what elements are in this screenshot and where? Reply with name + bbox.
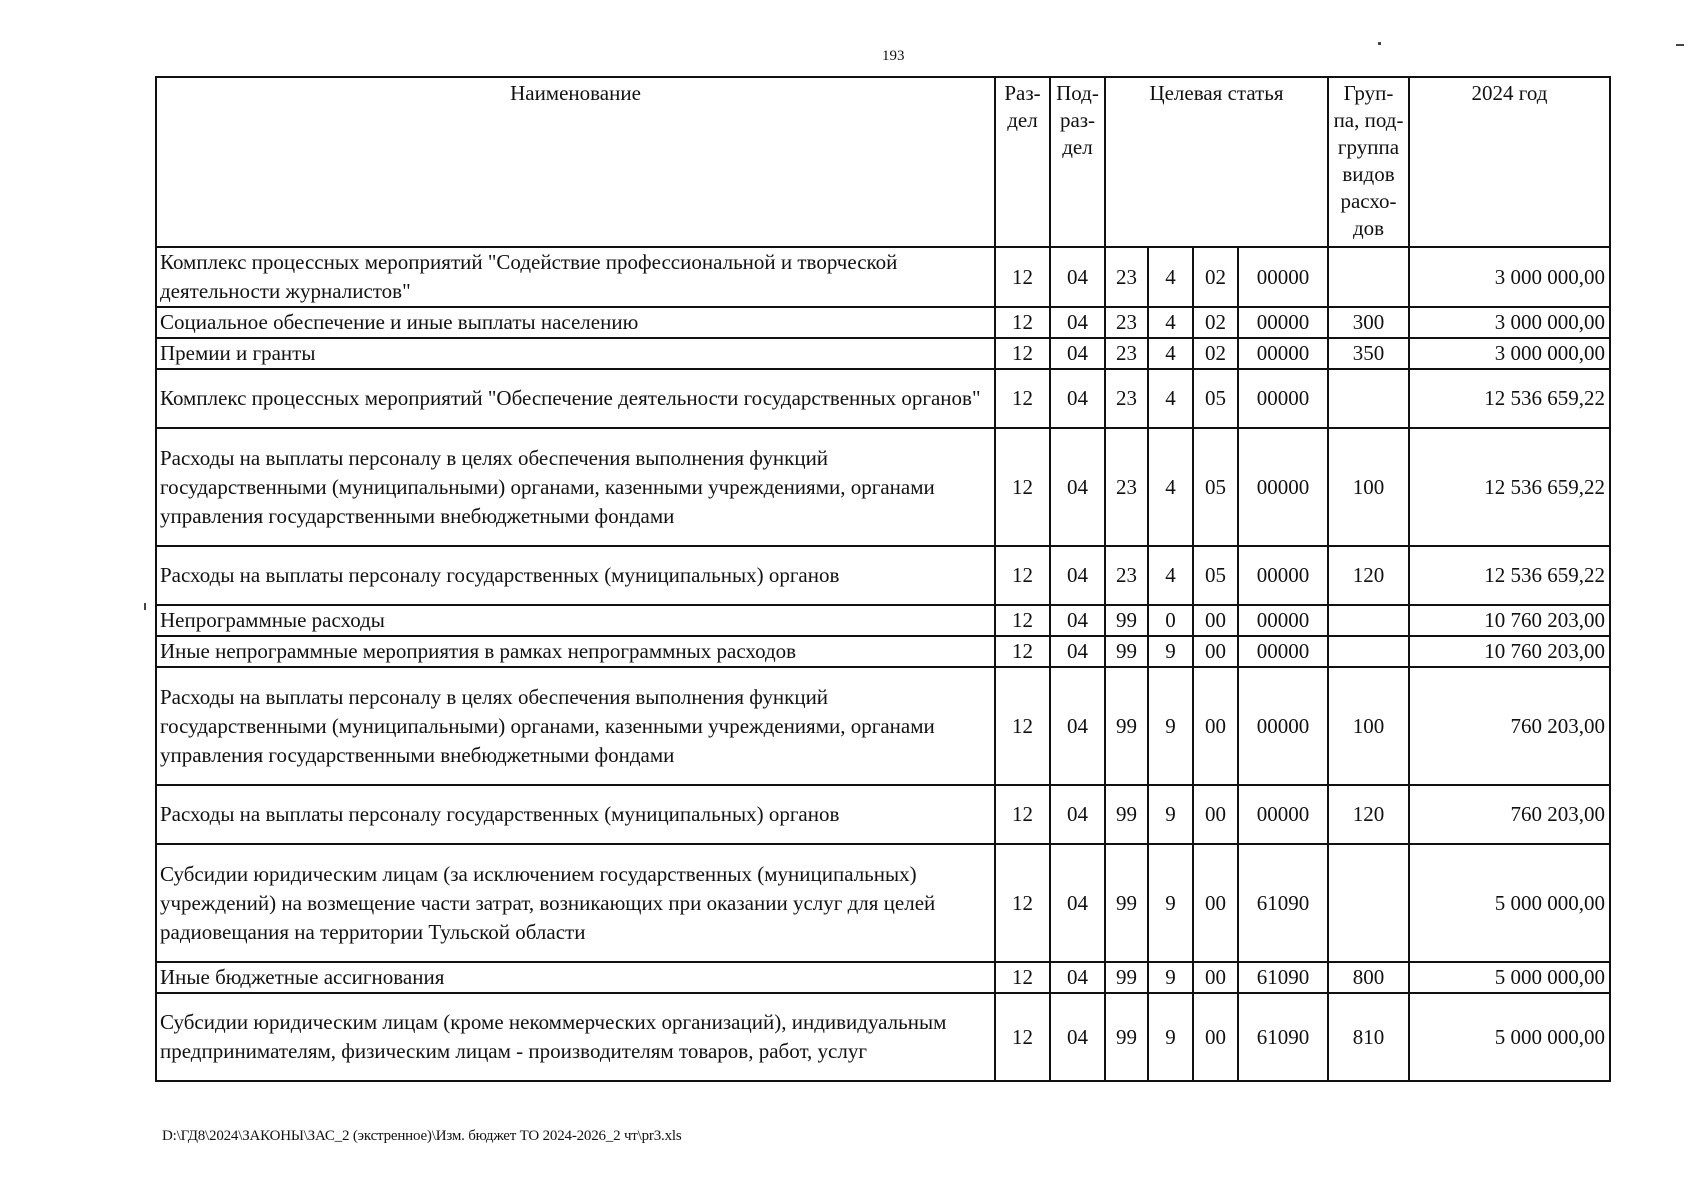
row-target-program: 23 (1105, 428, 1148, 546)
row-target-program: 99 (1105, 636, 1148, 667)
table-row (156, 636, 1610, 667)
table-row (156, 428, 1610, 546)
row-amount: 5 000 000,00 (1409, 993, 1610, 1081)
row-section: 12 (995, 428, 1050, 546)
row-section: 12 (995, 636, 1050, 667)
row-target-subprogram: 05 (1193, 428, 1238, 546)
row-target-program: 23 (1105, 546, 1148, 605)
row-target-subprogram: 02 (1193, 338, 1238, 369)
row-target-direction: 00000 (1238, 307, 1328, 338)
row-target-type: 0 (1148, 605, 1193, 636)
row-subsection: 04 (1050, 369, 1105, 428)
row-target-type: 9 (1148, 962, 1193, 993)
row-target-direction: 00000 (1238, 636, 1328, 667)
row-target-type: 4 (1148, 369, 1193, 428)
row-subsection: 04 (1050, 962, 1105, 993)
row-name: Иные непрограммные мероприятия в рамках непрограммных расходов (156, 636, 995, 667)
scan-speck (144, 603, 146, 610)
row-subsection: 04 (1050, 667, 1105, 785)
table-row (156, 605, 1610, 636)
row-section: 12 (995, 962, 1050, 993)
row-expense-group: 120 (1328, 785, 1409, 844)
table-row (156, 844, 1610, 962)
row-subsection: 04 (1050, 338, 1105, 369)
row-amount: 10 760 203,00 (1409, 605, 1610, 636)
row-name: Непрограммные расходы (156, 605, 995, 636)
row-target-type: 4 (1148, 546, 1193, 605)
row-name: Расходы на выплаты персоналу государственных (муниципальных) органов (156, 785, 995, 844)
row-amount: 12 536 659,22 (1409, 369, 1610, 428)
row-target-subprogram: 02 (1193, 247, 1238, 307)
row-target-direction: 00000 (1238, 785, 1328, 844)
row-target-subprogram: 05 (1193, 546, 1238, 605)
row-section: 12 (995, 307, 1050, 338)
row-target-direction: 00000 (1238, 428, 1328, 546)
row-subsection: 04 (1050, 636, 1105, 667)
row-target-direction: 61090 (1238, 962, 1328, 993)
row-target-subprogram: 05 (1193, 369, 1238, 428)
row-name: Субсидии юридическим лицам (за исключением государственных (муниципальных) учреждений) на возмещение части затрат, возникающих при оказании услуг для целей радиовещания на территории Тульской области (156, 844, 995, 962)
row-expense-group: 810 (1328, 993, 1409, 1081)
header-section: Раз- дел (995, 77, 1050, 247)
row-section: 12 (995, 844, 1050, 962)
row-target-program: 23 (1105, 247, 1148, 307)
row-target-subprogram: 00 (1193, 993, 1238, 1081)
row-target-type: 9 (1148, 636, 1193, 667)
header-year: 2024 год (1409, 77, 1610, 247)
row-name: Субсидии юридическим лицам (кроме некоммерческих организаций), индивидуальным предпринимателям, физическим лицам - производителям товаров, работ, услуг (156, 993, 995, 1081)
row-target-program: 99 (1105, 962, 1148, 993)
table-row (156, 338, 1610, 369)
row-expense-group: 300 (1328, 307, 1409, 338)
row-target-program: 99 (1105, 667, 1148, 785)
row-target-type: 9 (1148, 844, 1193, 962)
row-name: Расходы на выплаты персоналу в целях обеспечения выполнения функций государственными (муниципальными) органами, казенными учреждениями, органами управления государственными внебюджетными фондами (156, 428, 995, 546)
row-name: Премии и гранты (156, 338, 995, 369)
row-expense-group: 100 (1328, 428, 1409, 546)
row-target-direction: 61090 (1238, 993, 1328, 1081)
row-expense-group (1328, 369, 1409, 428)
row-amount: 760 203,00 (1409, 785, 1610, 844)
row-target-direction: 00000 (1238, 605, 1328, 636)
table-row (156, 247, 1610, 307)
row-target-type: 4 (1148, 428, 1193, 546)
scan-speck (1676, 44, 1684, 46)
row-expense-group: 120 (1328, 546, 1409, 605)
header-subsection: Под- раз- дел (1050, 77, 1105, 247)
header-expense-group: Груп- па, под- группа видов расхо- дов (1328, 77, 1409, 247)
page-number: 193 (882, 48, 905, 64)
scan-speck (1378, 42, 1381, 45)
row-target-subprogram: 00 (1193, 844, 1238, 962)
row-subsection: 04 (1050, 247, 1105, 307)
row-name: Социальное обеспечение и иные выплаты населению (156, 307, 995, 338)
row-target-program: 99 (1105, 785, 1148, 844)
row-expense-group: 100 (1328, 667, 1409, 785)
row-expense-group (1328, 605, 1409, 636)
table-row (156, 369, 1610, 428)
header-row (156, 77, 1610, 247)
row-expense-group (1328, 247, 1409, 307)
row-subsection: 04 (1050, 785, 1105, 844)
row-amount: 3 000 000,00 (1409, 247, 1610, 307)
row-target-subprogram: 00 (1193, 785, 1238, 844)
table-row (156, 993, 1610, 1081)
row-target-program: 23 (1105, 307, 1148, 338)
row-amount: 3 000 000,00 (1409, 307, 1610, 338)
row-expense-group: 350 (1328, 338, 1409, 369)
row-amount: 5 000 000,00 (1409, 962, 1610, 993)
budget-table (155, 76, 1611, 1082)
row-section: 12 (995, 993, 1050, 1081)
row-target-program: 99 (1105, 993, 1148, 1081)
row-target-type: 4 (1148, 307, 1193, 338)
row-amount: 5 000 000,00 (1409, 844, 1610, 962)
row-subsection: 04 (1050, 993, 1105, 1081)
row-target-direction: 00000 (1238, 546, 1328, 605)
row-target-subprogram: 00 (1193, 962, 1238, 993)
row-name: Комплекс процессных мероприятий "Содействие профессиональной и творческой деятельности журналистов" (156, 247, 995, 307)
row-target-type: 9 (1148, 785, 1193, 844)
table-row (156, 785, 1610, 844)
row-target-type: 4 (1148, 338, 1193, 369)
row-target-subprogram: 00 (1193, 636, 1238, 667)
row-target-direction: 00000 (1238, 247, 1328, 307)
row-target-direction: 00000 (1238, 667, 1328, 785)
row-target-subprogram: 02 (1193, 307, 1238, 338)
row-expense-group (1328, 844, 1409, 962)
row-target-type: 9 (1148, 667, 1193, 785)
row-section: 12 (995, 369, 1050, 428)
header-name: Наименование (156, 77, 995, 247)
footer-file-path: D:\ГД8\2024\ЗАКОНЫ\ЗАС_2 (экстренное)\Изм. бюджет ТО 2024-2026_2 чт\pr3.xls (162, 1128, 682, 1144)
row-target-direction: 61090 (1238, 844, 1328, 962)
table-row (156, 546, 1610, 605)
row-target-program: 99 (1105, 605, 1148, 636)
row-target-subprogram: 00 (1193, 605, 1238, 636)
row-amount: 3 000 000,00 (1409, 338, 1610, 369)
row-target-direction: 00000 (1238, 338, 1328, 369)
row-name: Расходы на выплаты персоналу государственных (муниципальных) органов (156, 546, 995, 605)
row-subsection: 04 (1050, 605, 1105, 636)
row-amount: 10 760 203,00 (1409, 636, 1610, 667)
row-target-subprogram: 00 (1193, 667, 1238, 785)
row-section: 12 (995, 605, 1050, 636)
row-target-type: 4 (1148, 247, 1193, 307)
table-row (156, 962, 1610, 993)
row-section: 12 (995, 247, 1050, 307)
row-section: 12 (995, 785, 1050, 844)
row-section: 12 (995, 667, 1050, 785)
row-target-program: 23 (1105, 338, 1148, 369)
row-expense-group: 800 (1328, 962, 1409, 993)
row-target-program: 99 (1105, 844, 1148, 962)
row-target-type: 9 (1148, 993, 1193, 1081)
row-subsection: 04 (1050, 428, 1105, 546)
row-section: 12 (995, 546, 1050, 605)
row-subsection: 04 (1050, 546, 1105, 605)
row-amount: 12 536 659,22 (1409, 546, 1610, 605)
row-subsection: 04 (1050, 844, 1105, 962)
row-amount: 12 536 659,22 (1409, 428, 1610, 546)
row-name: Расходы на выплаты персоналу в целях обеспечения выполнения функций государственными (муниципальными) органами, казенными учреждениями, органами управления государственными внебюджетными фондами (156, 667, 995, 785)
row-section: 12 (995, 338, 1050, 369)
row-target-direction: 00000 (1238, 369, 1328, 428)
row-name: Иные бюджетные ассигнования (156, 962, 995, 993)
row-subsection: 04 (1050, 307, 1105, 338)
row-expense-group (1328, 636, 1409, 667)
row-name: Комплекс процессных мероприятий "Обеспечение деятельности государственных органов" (156, 369, 995, 428)
row-amount: 760 203,00 (1409, 667, 1610, 785)
table-row (156, 667, 1610, 785)
header-target-article: Целевая статья (1105, 77, 1328, 247)
table-row (156, 307, 1610, 338)
row-target-program: 23 (1105, 369, 1148, 428)
